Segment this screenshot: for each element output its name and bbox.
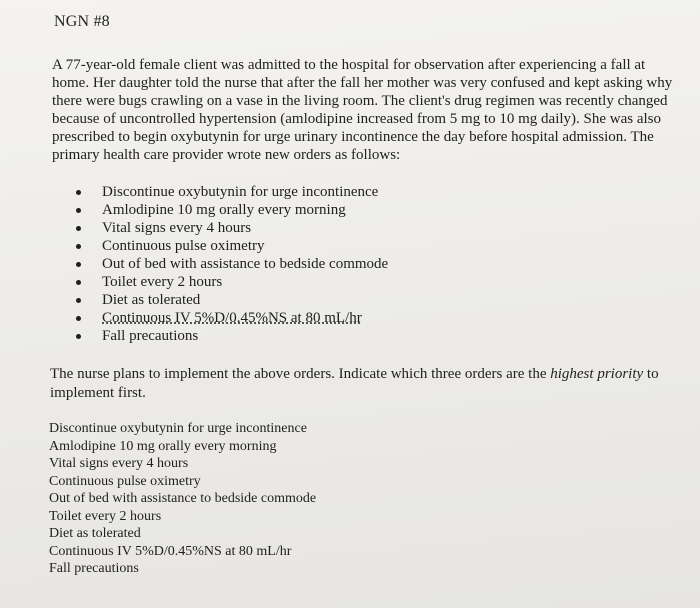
order-text: Vital signs every 4 hours [102, 220, 252, 236]
answer-option[interactable]: Amlodipine 10 mg orally every morning [49, 438, 277, 454]
question-text-end: to implement first. [50, 366, 659, 401]
answer-option[interactable]: Fall precautions [49, 561, 139, 576]
order-text: Fall precautions [102, 328, 199, 344]
order-item [0, 237, 700, 255]
bullet-icon [76, 334, 81, 339]
bullet-icon [76, 226, 81, 231]
bullet-icon [76, 280, 81, 285]
answer-option[interactable]: Out of bed with assistance to bedside commode [49, 491, 317, 506]
question-text [50, 365, 660, 403]
scenario-text: A 77-year-old female client was admitted to the hospital for observation after experiencing a fall at home. Her daughter told the nurse that after the fall her mother was very confused and kept asking why there were bugs crawling on a vase in the living room. The client's drug regimen was recently changed because of uncontrolled hypertension (amlodipine increased from 5 mg to 10 mg daily). She was also prescribed to begin oxybutynin for urge urinary incontinence the day before hospital admission. The primary health care provider wrote new orders as follows: [52, 57, 673, 163]
orders-list [0, 183, 700, 345]
answer-option[interactable]: Toilet every 2 hours [49, 508, 162, 524]
order-text: Amlodipine 10 mg orally every morning [102, 202, 346, 218]
order-item [0, 273, 700, 291]
bullet-icon [76, 262, 81, 267]
emphasis-highest: highest [550, 366, 594, 382]
order-item [0, 201, 700, 219]
bullet-icon [76, 316, 81, 321]
order-text: Continuous pulse oximetry [102, 238, 265, 254]
question-text-part: The nurse plans to implement the above orders. Indicate which three orders are the [50, 366, 551, 382]
order-text: Toilet every 2 hours [102, 274, 223, 290]
order-item [0, 183, 700, 201]
order-item [0, 219, 700, 237]
order-text: Diet as tolerated [102, 292, 201, 308]
question-title: NGN #8 [54, 13, 110, 30]
order-item [0, 291, 700, 309]
question-prompt [50, 365, 660, 403]
answer-option[interactable]: Discontinue oxybutynin for urge incontinence [49, 421, 307, 436]
order-item [0, 309, 700, 327]
bullet-icon [76, 244, 81, 249]
bullet-icon [76, 208, 81, 213]
order-text: Continuous IV 5%D/0.45%NS at 80 mL/hr [102, 310, 362, 326]
bullet-icon [76, 190, 81, 195]
emphasis-priority: priority [597, 366, 644, 382]
answer-option[interactable]: Diet as tolerated [49, 526, 141, 541]
order-item [0, 327, 700, 345]
order-text: Out of bed with assistance to bedside commode [102, 256, 389, 272]
answer-option[interactable]: Continuous IV 5%D/0.45%NS at 80 mL/hr [49, 543, 292, 559]
bullet-icon [76, 298, 81, 303]
order-text: Discontinue oxybutynin for urge incontinence [102, 184, 379, 200]
order-item [0, 255, 700, 273]
answer-options [49, 420, 316, 578]
answer-option[interactable]: Continuous pulse oximetry [49, 473, 201, 489]
case-scenario [52, 56, 677, 164]
answer-option[interactable]: Vital signs every 4 hours [49, 456, 189, 471]
